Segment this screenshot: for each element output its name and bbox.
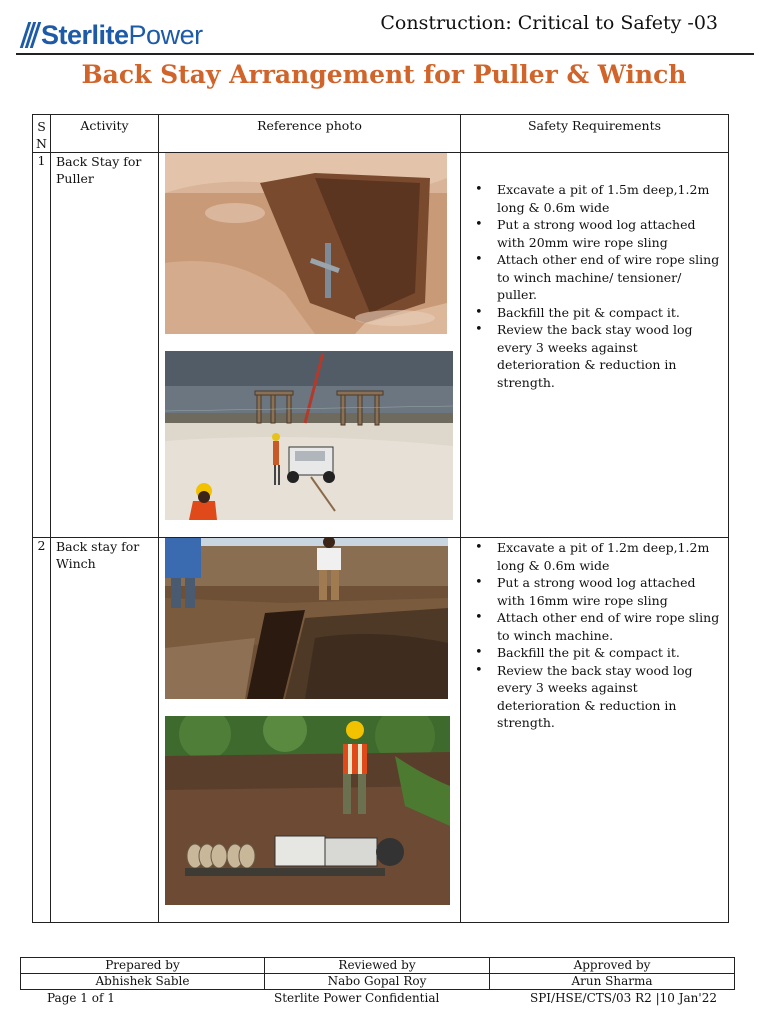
- prepared-by-label: Prepared by: [21, 958, 265, 974]
- list-item: • Backfill the pit & compact it.: [475, 304, 722, 322]
- row-requirements: [461, 538, 729, 923]
- page-footer: [0, 991, 768, 1007]
- reviewed-by-name: Nabo Gopal Roy: [265, 974, 490, 990]
- row-sn: 1: [33, 153, 51, 538]
- row-activity: Back stay for Winch: [51, 538, 159, 923]
- logo-stripes-icon: [20, 22, 41, 48]
- puller-site-photo: [165, 351, 453, 520]
- header-divider: [16, 53, 754, 55]
- list-item: • Put a strong wood log attached with 16mm wire rope sling: [475, 574, 722, 609]
- activity-table: [32, 114, 729, 923]
- row-activity: Back Stay for Puller: [51, 153, 159, 538]
- confidential-label: Sterlite Power Confidential: [274, 991, 440, 1005]
- list-item: • Put a strong wood log attached with 20mm wire rope sling: [475, 216, 722, 251]
- approved-by-label: Approved by: [490, 958, 735, 974]
- table-header-row: [33, 115, 729, 153]
- logo-text-light: Power: [128, 19, 203, 50]
- list-item: • Review the back stay wood log every 3 weeks against deterioration & reduction in strength.: [475, 662, 722, 732]
- page-title: Back Stay Arrangement for Puller & Winch: [81, 60, 687, 89]
- document-category: Construction: Critical to Safety -03: [380, 12, 718, 34]
- header-reference-photo: Reference photo: [159, 115, 461, 153]
- row-requirements: [461, 153, 729, 538]
- signoff-table: [20, 957, 735, 990]
- table-row: [33, 153, 729, 538]
- reviewed-by-label: Reviewed by: [265, 958, 490, 974]
- approved-by-name: Arun Sharma: [490, 974, 735, 990]
- winch-machine-photo: [165, 716, 450, 905]
- list-item: • Attach other end of wire rope sling to winch machine/ tensioner/ puller.: [475, 251, 722, 304]
- row-photos: [159, 538, 461, 923]
- document-reference: SPI/HSE/CTS/03 R2 |10 Jan'22: [530, 991, 717, 1005]
- header-sn-line1: S: [37, 119, 46, 134]
- pit-photo: [165, 153, 447, 334]
- list-item: • Excavate a pit of 1.2m deep,1.2m long & 0.6m wide: [475, 539, 722, 574]
- list-item: • Attach other end of wire rope sling to winch machine.: [475, 609, 722, 644]
- row-sn: 2: [33, 538, 51, 923]
- row-photos: [159, 153, 461, 538]
- table-row: [33, 538, 729, 923]
- list-item: • Backfill the pit & compact it.: [475, 644, 722, 662]
- header-sn: [33, 115, 51, 153]
- page-number: Page 1 of 1: [47, 991, 115, 1005]
- prepared-by-name: Abhishek Sable: [21, 974, 265, 990]
- header-sn-line2: N: [36, 136, 47, 151]
- logo-text-bold: Sterlite: [41, 19, 129, 50]
- header-safety-requirements: Safety Requirements: [461, 115, 729, 153]
- logo-text: [41, 20, 203, 51]
- requirements-list: [461, 538, 728, 732]
- list-item: • Excavate a pit of 1.5m deep,1.2m long & 0.6m wide: [475, 181, 722, 216]
- company-logo: [24, 18, 203, 52]
- signoff-names-row: [21, 974, 735, 990]
- requirements-list: [461, 153, 728, 391]
- list-item: • Review the back stay wood log every 3 weeks against deterioration & reduction in strength.: [475, 321, 722, 391]
- trench-photo: [165, 538, 448, 699]
- signoff-labels-row: [21, 958, 735, 974]
- header-activity: Activity: [51, 115, 159, 153]
